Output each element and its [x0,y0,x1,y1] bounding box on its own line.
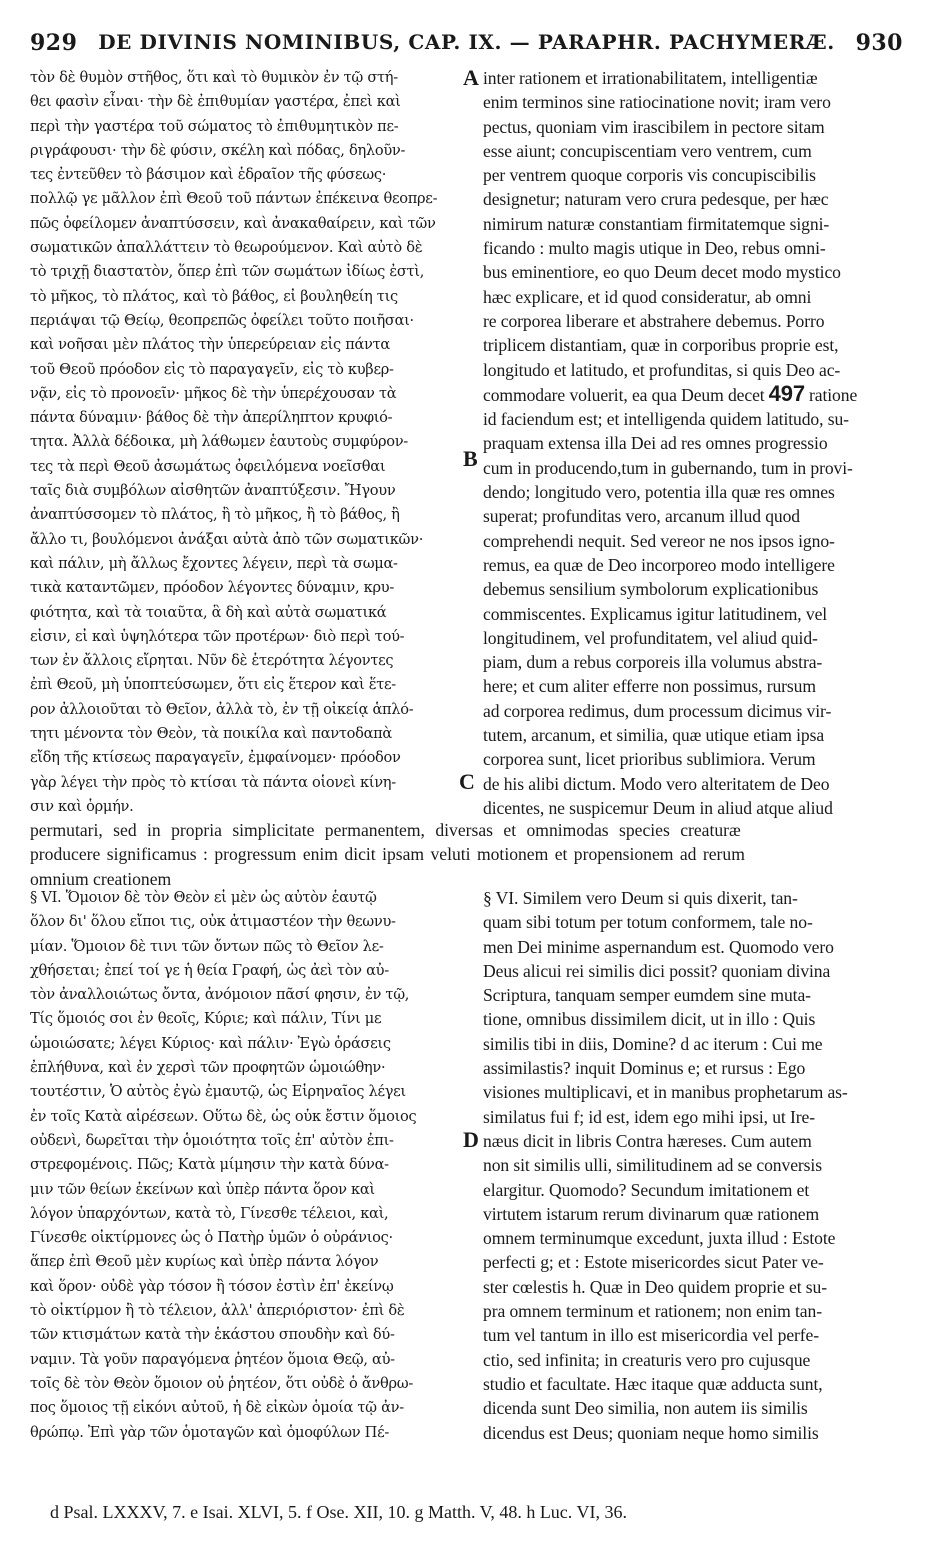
greek-line: πολλῷ γε μᾶλλον ἐπὶ Θεοῦ τοῦ πάντων ἐπέκεινα θεοπρε- [30,190,438,208]
latin-line: assimilastis? inquit Dominus e; et rursus : Ego [483,1058,806,1079]
latin-line: here; et cum aliter efferre non possimus, rursum [483,676,816,697]
full-width-line: producere significamus : progressum enim dicit ipsam veluti motionem et propensionem ad rerum [30,844,745,865]
latin-line: ficando : multo magis utique in Deo, rebus omni- [483,238,826,259]
latin-line: cum in producendo,tum in gubernando, tum in provi- [483,457,853,478]
latin-line: ad corporea redimus, dum processum dicimus vir- [483,700,832,721]
latin-line: perfecti g; et : Estote misericordes sicut Pater ve- [483,1252,824,1273]
latin-line: Scriptura, tanquam semper eumdem sine muta- [483,985,811,1006]
greek-line: ἄλλο τι, βουλόμενοι ἀνάξαι αὐτὰ ἀπὸ τῶν σωματικῶν· [30,530,424,548]
running-head [30,30,903,60]
latin-line: ster cœlestis h. Quæ in Deo quidem proprie et su- [483,1276,827,1297]
greek-line: πῶς ὀφείλομεν ἀναπτύσσειν, καὶ ἀνακαθαίρειν, καὶ τῶν [30,214,436,232]
latin-line: tutem, arcanum, et similia, quæ utique etiam ipsa [483,725,825,746]
greek-line: ναμιν. Τὰ γοῦν παραγόμενα ῥητέον ὅμοια Θεῷ, αὐ- [30,1350,395,1368]
latin-line: re corporea liberare et abstrahere debemus. Porro [483,310,825,331]
latin-line: virtutem istarum rerum divinarum quæ rationem [483,1203,820,1224]
latin-line: non sit similis ulli, similitudinem ad se conversis [483,1155,822,1176]
greek-line: σωματικῶν ἀπαλλάττειν τὸ θεωρούμενον. Καὶ αὐτὸ δὲ [30,239,423,257]
greek-line: ριγράφουσι· τὴν δὲ φύσιν, σκέλη καὶ πόδας, δηλοῦν- [30,141,406,159]
latin-line: quam sibi totum per totum conformem, tale no- [483,912,813,933]
latin-line: similis tibi in diis, Domine? d ac iterum : Cui me [483,1033,823,1054]
latin-line: superat; profunditas vero, arcanum illud quod [483,506,800,527]
latin-line: remus, ea quæ de Deo incorporeo modo intelligere [483,554,835,575]
full-width-line: permutari, sed in propria simplicitate permanentem, diversas et omnimodas species creaturæ [30,820,741,840]
greek-line: τουτέστιν, Ὁ αὐτὸς ἐγὼ ἐμαυτῷ, ὡς Εἰρηναῖος λέγει [30,1083,406,1101]
greek-line: ρον ἀλλοιοῦται τὸ Θεῖον, ἀλλὰ τὸ, ἐν τῇ οἰκείᾳ ἁπλό- [30,700,414,718]
greek-line: καὶ ὅρον· οὐδὲ γὰρ τόσον ἢ τόσον ἐστὶν ἐπ' ἐκείνῳ [30,1277,394,1295]
latin-line: næus dicit in libris Contra hæreses. Cum autem [483,1130,812,1151]
greek-column-top [30,66,462,819]
latin-line: dicenda sunt Deo similia, non autem iis similis [483,1398,808,1419]
latin-line: dendo; longitudo vero, potentia illa quæ res omnes [483,482,835,503]
latin-line: Deus alicui rei similis dici possit? quoniam divina [483,960,831,981]
latin-line: tione, omnibus dissimilem dicit, ut in illo : Quis [483,1009,816,1030]
latin-line [483,382,907,407]
greek-line: χθήσεται; ἐπεί τοί γε ἡ θεία Γραφή, ὡς ἀεὶ τὸν αὐ- [30,961,389,979]
greek-line: οὐδενὶ, δωρεῖται τὴν ὁμοιότητα τοῖς ἐπ' αὐτὸν ἐπι- [30,1131,394,1149]
greek-line: τὸ οἰκτίρμον ἢ τὸ τέλειον, ἀλλ' ἀπεριόριστον· ἐπὶ δὲ [30,1302,405,1320]
left-page-number: 929 [30,30,78,56]
latin-line: nimirum naturæ constantiam firmitatemque signi- [483,213,830,234]
greek-line: τες ἐντεῦθεν τὸ βάσιμον καὶ ἑδραῖον τῆς φύσεως· [30,166,387,184]
greek-line: ἀναπτύσσομεν τὸ πλάτος, ἢ τὸ μῆκος, ἢ τὸ βάθος, ἢ [30,506,400,524]
greek-line: θρώπῳ. Ἐπὶ γὰρ τῶν ὁμοταγῶν καὶ ὁμοφύλων Πέ- [30,1423,389,1441]
greek-line: φιότητα, καὶ τὰ τοιαῦτα, ἃ δὴ καὶ αὐτὰ σωματικά [30,603,387,621]
greek-line: περὶ τὴν γαστέρα τοῦ σώματος τὸ ἐπιθυμητικὸν πε- [30,117,399,135]
greek-line: περιάψαι τῷ Θείῳ, θεοπρεπῶς ὀφείλει τοῦτο ποιῆσαι· [30,311,414,329]
greek-line: τῶν κτισμάτων κατὰ τὴν ἑκάστου σπουδὴν καὶ δύ- [30,1326,395,1344]
full-width-line: omnium creationem [30,868,172,889]
latin-line: bus eminentiore, eo quo Deum decet modo mystico [483,262,841,283]
margin-marker-b: B [463,446,478,471]
latin-line: de his alibi dictum. Modo vero alteritatem de Deo [483,773,830,794]
latin-line: dicendus est Deus; quoniam neque homo similis [483,1422,819,1443]
latin-line: pra omnem terminum et rationem; non enim tan- [483,1301,822,1322]
greek-line: λόγον ὑπαρχόντων, κατὰ τὸ, Γίνεσθε τέλειοι, καὶ, [30,1204,389,1222]
margin-marker-d: D [463,1127,479,1152]
greek-line: ἐπλήθυνα, καὶ ἐν χερσὶ τῶν προφητῶν ὡμοιώθην· [30,1059,386,1077]
latin-text: ratione [809,384,858,405]
greek-line: νᾷν, εἰς τὸ προνοεῖν· μῆκος δὲ τὴν ὑπερέχουσαν τὰ [30,384,397,402]
greek-line: πάντα δύναμιν· βάθος δὲ τὴν ἀπερίληπτον κρυφιό- [30,409,393,427]
latin-line: § VI. Similem vero Deum si quis dixerit, tan- [483,888,798,908]
latin-line: corporea sunt, licet prioribus sublimiora. Verum [483,749,816,770]
greek-line: τὸν δὲ θυμὸν στῆθος, ὅτι καὶ τὸ θυμικὸν ἐν τῷ στή- [30,69,398,86]
greek-line: τες τὰ περὶ Θεοῦ ἀσωμάτως ὀφειλόμενα νοεῖσθαι [30,457,386,475]
greek-line: στρεφομένοις. Πῶς; Κατὰ μίμησιν τὴν κατὰ δύνα- [30,1156,389,1174]
latin-line: esse aiunt; concupiscentiam vero ventrem, cum [483,140,812,161]
greek-line: τὸ τριχῇ διαστατὸν, ὅπερ ἐπὶ τῶν σωμάτων ἰδίως ἐστὶ, [30,263,425,281]
greek-line: ὡμοιώσατε; λέγει Κύριος· καὶ πάλιν· Ἐγὼ ὁράσεις [30,1034,391,1052]
right-page-number: 930 [855,30,903,56]
greek-line: εἴδη τῆς κτίσεως παραγαγεῖν, ἐμφαίνομεν· πρόοδον [30,749,401,767]
greek-line: τοῖς δὲ τὸν Θεὸν ὅμοιον οὐ ῥητέον, ὅτι οὐδὲ ὁ ἄνθρω- [30,1374,413,1392]
latin-line: omnem terminumque excedunt, juxta illud : Estote [483,1228,836,1249]
full-width-paragraph [30,818,910,891]
latin-line: ctio, sed infinita; in creaturis vero pro cujusque [483,1349,811,1370]
latin-line: per ventrem quoque corporis vis concupiscibilis [483,165,816,186]
greek-line: § VI. Ὅμοιον δὲ τὸν Θεὸν εἰ μὲν ὡς αὐτὸν ἑαυτῷ [30,889,377,906]
greek-line: μίαν. Ὅμοιον δὲ τινι τῶν ὄντων πῶς τὸ Θεῖον λε- [30,937,384,955]
latin-line: commiscentes. Explicamus igitur latitudinem, vel [483,603,828,624]
latin-line: debemus sensilium symbolorum explicationibus [483,579,819,600]
greek-line: τικὰ καταντῶμεν, πρόοδον λέγοντες δύναμιν, κρυ- [30,579,394,597]
latin-line: men Dei minime aspernandum est. Quomodo vero [483,936,834,957]
latin-line: visiones multiplicavi, et in manibus prophetarum as- [483,1082,848,1103]
greek-line: πος ὅμοιος τῇ εἰκόνι αὐτοῦ, ἡ δὲ εἰκὼν ὁμοία τῷ ἀν- [30,1399,404,1417]
latin-line: elargitur. Quomodo? Secundum imitationem et [483,1179,810,1200]
latin-line: studio et facultate. Hæc itaque quæ adducta sunt, [483,1373,823,1394]
greek-line: τὸ μῆκος, τὸ πλάτος, καὶ τὸ βάθος, εἰ βουληθείη τις [30,287,398,305]
greek-line: εἰσιν, εἰ καὶ ὑψηλότερα τῶν προτέρων· διὸ περὶ τού- [30,627,405,645]
greek-line: γὰρ λέγει τὴν πρὸς τὸ κτίσαι τὰ πάντα οἱονεὶ κίνη- [30,773,396,791]
running-title: DE DIVINIS NOMINIBUS, CAP. IX. — PARAPHR. PACHYMERÆ. [98,30,835,54]
greek-line: τὸν ἀναλλοιώτως ὄντα, ἀνόμοιον πᾶσί φησιν, ἐν τῷ, [30,986,410,1004]
latin-line: id faciendum est; et intelligenda quidem latitudo, su- [483,409,849,430]
latin-line: inter rationem et irrationabilitatem, intelligentiæ [483,68,818,88]
latin-line: pectus, quoniam vim irascibilem in pectore sitam [483,116,825,137]
greek-line: Τίς ὅμοιός σοι ἐν θεοῖς, Κύριε; καὶ πάλιν, Τίνι με [30,1010,382,1028]
latin-line: dicentes, ne suspicemur Deum in aliud atque aliud [483,797,833,818]
latin-line: tum vel tantum in illo est misericordia vel perfe- [483,1325,820,1346]
latin-column-top [483,66,907,820]
latin-line: hæc explicare, et id quod consideratur, ab omni [483,286,812,307]
margin-marker-c: C [459,769,475,794]
greek-line: ἐπὶ Θεοῦ, μὴ ὑποπτεύσωμεν, ὅτι εἰς ἕτερον καὶ ἕτε- [30,676,396,694]
margin-marker-a: A [463,65,479,90]
greek-line: τητα. Ἀλλὰ δέδοικα, μὴ λάθωμεν ἑαυτοὺς συμφύρον- [30,433,408,451]
latin-line: designetur; naturam vero crura pedesque, per hæc [483,189,829,210]
latin-text: commodare voluerit, ea qua Deum decet [483,384,765,405]
latin-line: comprehendi nequit. Sed vereor ne nos ipsos igno- [483,530,835,551]
greek-line: καὶ νοῆσαι μὲν πλάτος τὴν ὑπερεύρειαν εἰς πάντα [30,336,390,354]
latin-column-bottom [483,886,907,1445]
latin-line: enim terminos sine ratiocinatione novit; iram vero [483,92,831,113]
footnotes: d Psal. LXXXV, 7. e Isai. XLVI, 5. f Ose. XII, 10. g Matth. V, 48. h Luc. VI, 36. [50,1502,627,1522]
greek-line: θει φασὶν εἶναι· τὴν δὲ ἐπιθυμίαν γαστέρα, ἐπεὶ καὶ [30,93,401,111]
greek-line: καὶ πάλιν, μὴ ἄλλως ἔχοντες λέγειν, περὶ τὰ σωμα- [30,554,398,572]
column-number: 497 [768,381,805,406]
greek-line: μιν τῶν θείων ἐκείνων καὶ ὑπὲρ πάντα ὅρον καὶ [30,1180,375,1198]
greek-line: ταῖς διὰ συμβόλων αἰσθητῶν ἀναπτύξεσιν. Ἤγουν [30,482,396,500]
greek-line: τοῦ Θεοῦ πρόοδον εἰς τὸ παραγαγεῖν, εἰς τὸ κυβερ- [30,360,394,378]
latin-line: longitudinem, vel profunditatem, vel aliud quid- [483,627,818,648]
latin-line: triplicem distantiam, quæ in corporibus proprie est, [483,335,839,356]
greek-line: τητι μένοντα τὸν Θεὸν, τὰ ποικίλα καὶ παντοδαπὰ [30,725,392,743]
greek-line: των ἐν ἄλλοις εἴρηται. Νῦν δὲ ἑτερότητα λέγοντες [30,652,394,670]
greek-line: ἐν τοῖς Κατὰ αἱρέσεων. Οὕτω δὲ, ὡς οὐκ ἔστιν ὅμοιος [30,1107,417,1125]
greek-line: ὅλον δι' ὅλου εἴποι τις, οὐκ ἀτιμαστέον τὴν θεωνυ- [30,913,396,931]
latin-line: similatus fui f; id est, idem ego mihi ipsi, ut Ire- [483,1106,815,1127]
latin-line: longitudo et latitudo, et profunditas, si quis Deo ac- [483,359,841,380]
greek-line: ἅπερ ἐπὶ Θεοῦ μὲν κυρίως καὶ ὑπὲρ πάντα λόγον [30,1253,379,1271]
greek-line: Γίνεσθε οἰκτίρμονες ὡς ὁ Πατὴρ ὑμῶν ὁ οὐράνιος· [30,1229,393,1247]
greek-column-bottom [30,886,462,1445]
latin-line: piam, dum a rebus corporeis illa volumus abstra- [483,652,823,673]
latin-line: praquam extensa illa Dei ad res omnes progressio [483,433,828,454]
greek-line: σιν καὶ ὁρμήν. [30,797,134,815]
